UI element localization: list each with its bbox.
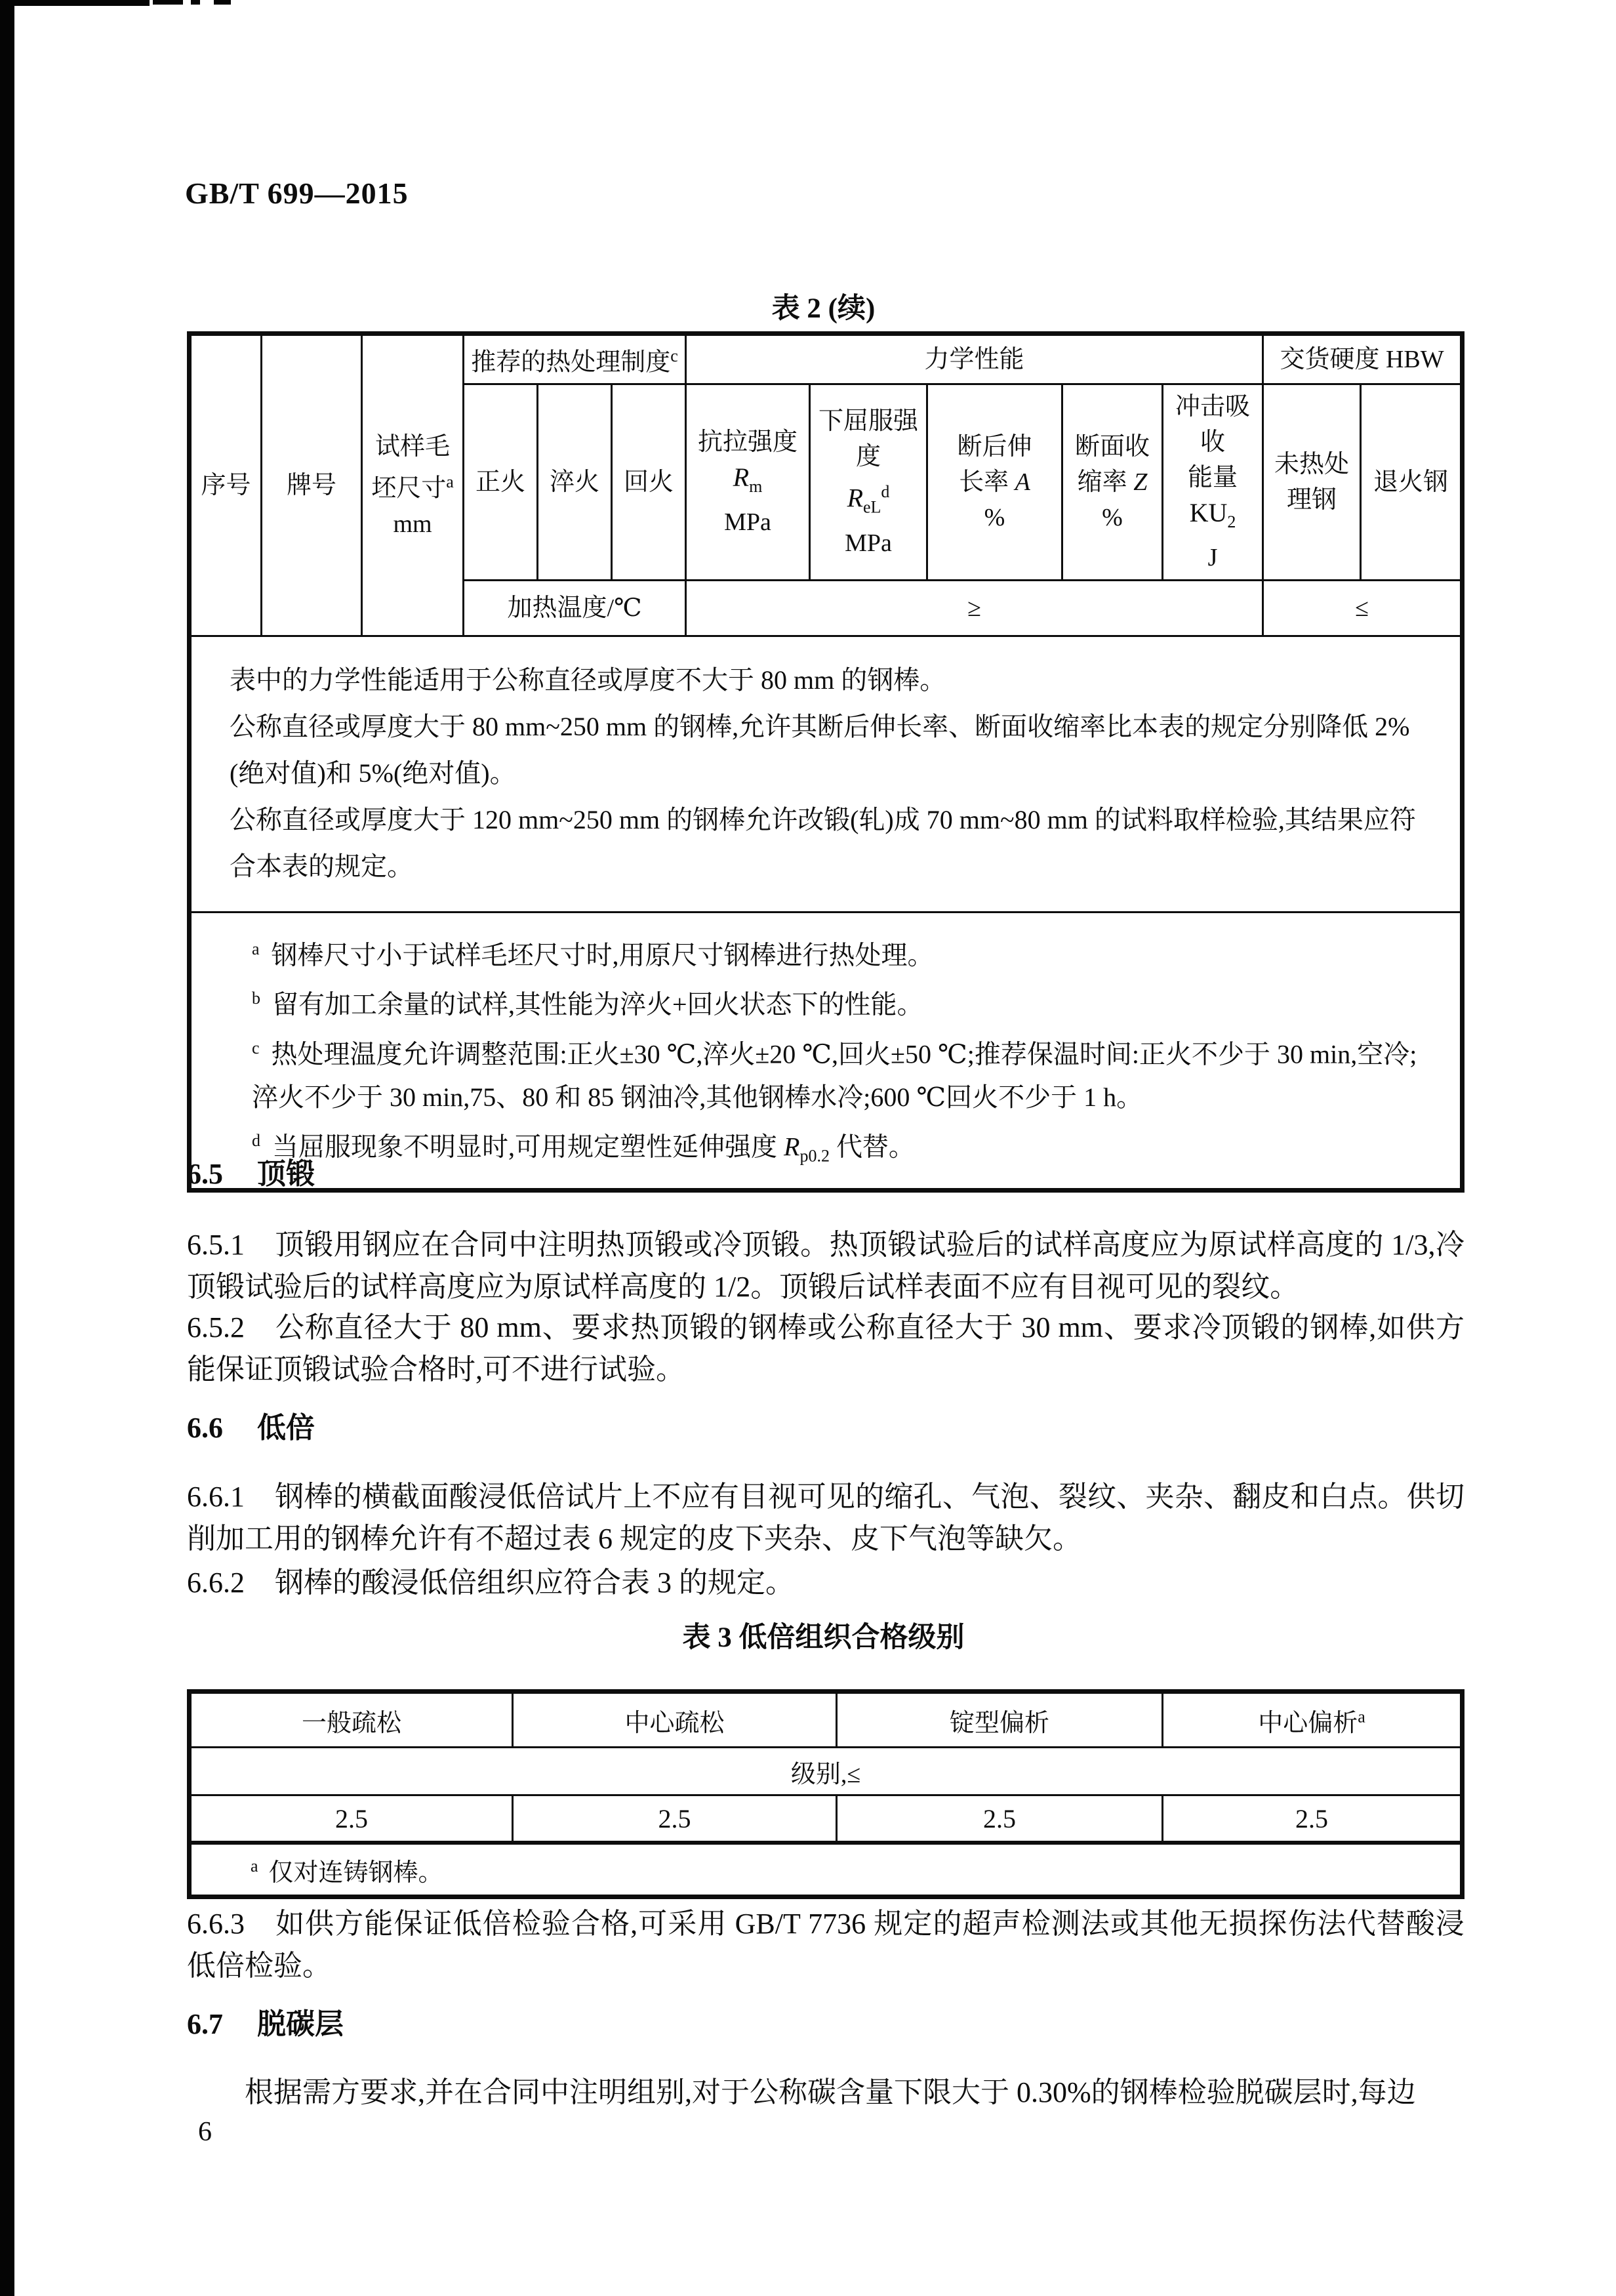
th-tensile-strength: 抗拉强度 $R_m$ MPa	[686, 384, 810, 581]
scan-dash-artifact	[153, 0, 183, 5]
th-normalizing: 正火	[464, 384, 538, 581]
clause-6-6-2: 6.6.2 钢棒的酸浸低倍组织应符合表 3 的规定。	[187, 1567, 794, 1599]
footnote-ref-d: d	[881, 482, 890, 502]
table2-title: 表 2 (续)	[771, 293, 876, 324]
th-center-segregation: 中心偏析$^a$	[1163, 1692, 1463, 1748]
th-ingot-segregation: 锭型偏析	[837, 1692, 1163, 1748]
grade-value: 2.5	[837, 1795, 1163, 1843]
table2-mechanical-properties-header	[187, 331, 1465, 1193]
clause-6-6-3: 6.6.3 如供方能保证低倍检验合格,可采用 GB/T 7736 规定的超声检测法或其他无损探伤法代替酸浸低倍检验。	[187, 1908, 1465, 1982]
footnote-b: $^b$ 留有加工余量的试样,其性能为淬火+回火状态下的性能。	[252, 989, 923, 1019]
ge-symbol: ≥	[686, 581, 1263, 636]
page-number: 6	[198, 2117, 212, 2147]
table3-title: 表 3 低倍组织合格级别	[682, 1622, 965, 1653]
th-impact-energy: 冲击吸收 能量 $KU_2$ J	[1163, 384, 1263, 581]
note-line: 表中的力学性能适用于公称直径或厚度不大于 80 mm 的钢棒。	[230, 665, 946, 695]
grade-value: 2.5	[190, 1795, 513, 1843]
scan-edge-artifact-top	[0, 0, 150, 6]
section-heading-6-7: 6.7 脱碳层	[187, 2008, 344, 2040]
th-center-porosity: 中心疏松	[513, 1692, 837, 1748]
footnote-ref-c: c	[670, 346, 678, 366]
section-heading-6-5: 6.5 顶锻	[187, 1158, 315, 1190]
note-line: 公称直径或厚度大于 120 mm~250 mm 的钢棒允许改锻(轧)成 70 mm~80 mm 的试料取样检验,其结果应符合本表的规定。	[230, 805, 1416, 881]
footnote-a: $^a$ 钢棒尺寸小于试样毛坯尺寸时,用原尺寸钢棒进行热处理。	[252, 939, 934, 970]
table-row	[190, 1692, 1463, 1748]
footnote-d: $^d$ 当屈服现象不明显时,可用规定塑性延伸强度 $R_{p0.2}$ 代替。	[252, 1130, 915, 1166]
footnote-ref-a: a	[446, 472, 454, 492]
th-seq: 序号	[190, 334, 262, 636]
th-blank-line1: 试样毛	[374, 433, 450, 461]
th-grade: 牌号	[262, 334, 362, 636]
table3-macrostructure-grades	[187, 1689, 1465, 1899]
clause-6-7-paragraph: 根据需方要求,并在合同中注明组别,对于公称碳含量下限大于 0.30%的钢棒检验脱碳层时,每边	[245, 2076, 1416, 2108]
th-group-mechanical: 力学性能	[686, 334, 1263, 384]
footnote-ref-a: a	[1358, 1706, 1365, 1726]
scan-dash-artifact	[214, 0, 231, 5]
th-general-porosity: 一般疏松	[190, 1692, 513, 1748]
table-row-footnote	[190, 1843, 1463, 1897]
grade-value: 2.5	[1163, 1795, 1463, 1843]
table2-footnotes-cell	[190, 912, 1463, 1191]
table3-footnote-cell: $^a$ 仅对连铸钢棒。	[190, 1843, 1463, 1897]
clause-6-5-2: 6.5.2 公称直径大于 80 mm、要求热顶锻的钢棒或公称直径大于 30 mm、要求冷顶锻的钢棒,如供方能保证顶锻试验合格时,可不进行试验。	[187, 1311, 1465, 1385]
th-untreated-steel: 未热处 理钢	[1263, 384, 1361, 581]
table2-notes-cell	[190, 636, 1463, 912]
th-heating-temperature: 加热温度/℃	[464, 581, 686, 636]
table-row	[190, 1795, 1463, 1843]
th-tempering: 回火	[612, 384, 686, 581]
th-annealed-steel: 退火钢	[1361, 384, 1463, 581]
grade-value: 2.5	[513, 1795, 837, 1843]
clause-6-6-1: 6.6.1 钢棒的横截面酸浸低倍试片上不应有目视可见的缩孔、气泡、裂纹、夹杂、翻皮和白点。供切削加工用的钢棒允许有不超过表 6 规定的皮下夹杂、皮下气泡等缺欠。	[187, 1481, 1465, 1555]
table-row	[190, 334, 1463, 384]
table-row	[190, 1748, 1463, 1795]
section-heading-6-6: 6.6 低倍	[187, 1412, 315, 1444]
scan-edge-artifact-left	[0, 0, 14, 2296]
th-reduction-of-area: 断面收 缩率 Z %	[1062, 384, 1163, 581]
th-blank-size	[362, 334, 464, 636]
th-blank-unit: mm	[393, 510, 432, 538]
doc-number: GB/T 699—2015	[185, 176, 409, 210]
th-quenching: 淬火	[538, 384, 612, 581]
level-label-cell: 级别,≤	[190, 1748, 1463, 1795]
note-line: 公称直径或厚度大于 80 mm~250 mm 的钢棒,允许其断后伸长率、断面收缩率比本表的规定分别降低 2%(绝对值)和 5%(绝对值)。	[230, 712, 1410, 788]
table-row-notes	[190, 636, 1463, 912]
th-blank-line2: 坯尺寸$^a$	[371, 472, 454, 502]
scan-dash-artifact	[191, 0, 200, 5]
th-elongation: 断后伸 长率 A %	[927, 384, 1062, 581]
th-group-heat-treatment: 推荐的热处理制度$^c$	[464, 334, 686, 384]
th-lower-yield-strength: 下屈服强度 $R_{eL}^d$ MPa	[810, 384, 927, 581]
le-symbol: ≤	[1263, 581, 1463, 636]
footnote-c: $^c$ 热处理温度允许调整范围:正火±30 ℃,淬火±20 ℃,回火±50 ℃;推荐保温时间:正火不少于 30 min,空冷;淬火不少于 30 min,75、80 和 85 钢油冷,其他钢棒水冷;600 ℃回火不少于 1 h。	[252, 1038, 1417, 1112]
table-row-footnotes	[190, 912, 1463, 1191]
clause-6-5-1: 6.5.1 顶锻用钢应在合同中注明热顶锻或冷顶锻。热顶锻试验后的试样高度应为原试样高度的 1/3,冷顶锻试验后的试样高度应为原试样高度的 1/2。顶锻后试样表面不应有目视可见的裂纹。	[187, 1229, 1465, 1303]
th-group-delivery-hardness: 交货硬度 HBW	[1263, 334, 1463, 384]
